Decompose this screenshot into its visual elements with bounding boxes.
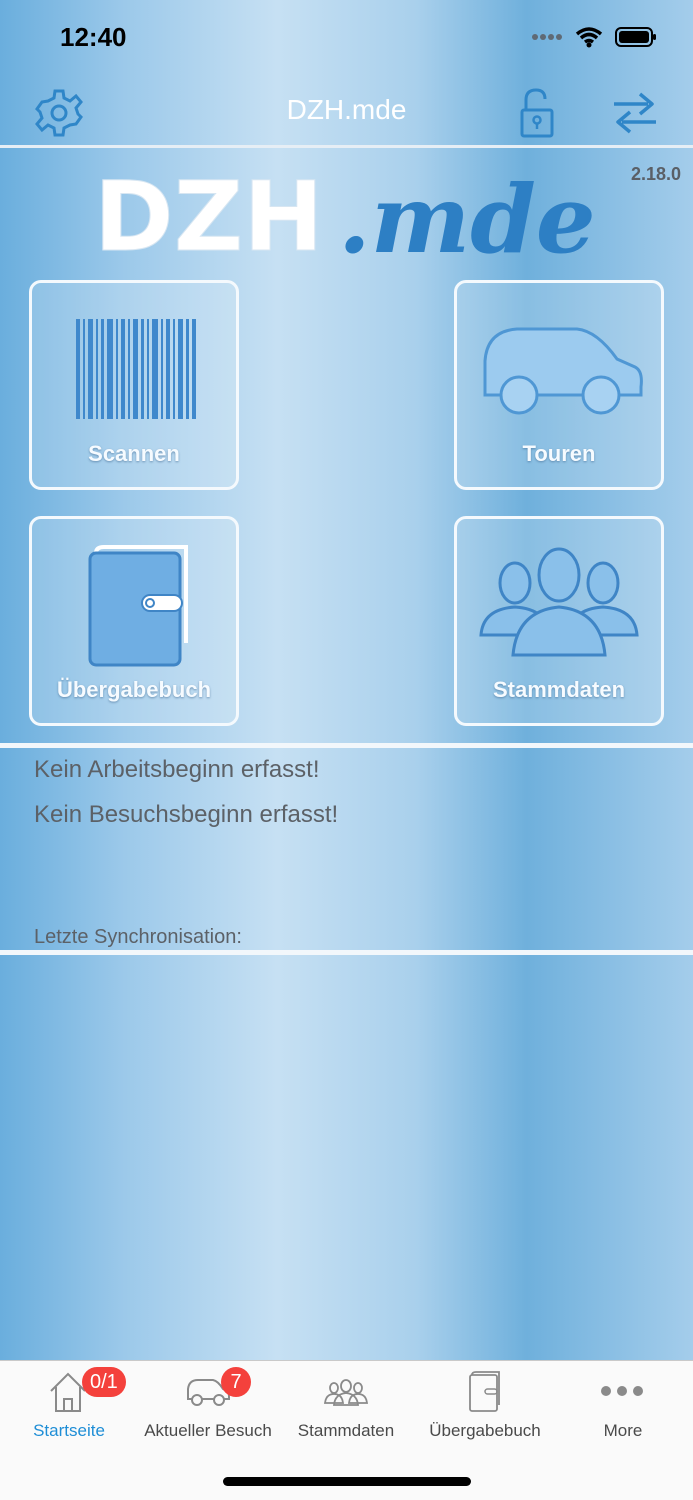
tab-uebergabebuch[interactable]	[416, 1361, 554, 1451]
tile-label: Stammdaten	[492, 677, 626, 702]
sync-button[interactable]	[608, 86, 662, 140]
tab-label: Übergabebuch	[429, 1421, 541, 1440]
tab-label: More	[603, 1421, 643, 1440]
book-icon	[86, 545, 190, 669]
swap-arrows-icon	[608, 86, 662, 140]
users-icon	[323, 1379, 369, 1407]
lock-button[interactable]	[512, 86, 566, 140]
tile-uebergabebuch[interactable]	[29, 516, 239, 726]
divider	[0, 950, 693, 955]
home-indicator	[223, 1477, 471, 1486]
nav-title: DZH.mde	[286, 94, 407, 125]
app-logo	[90, 152, 610, 268]
tile-stammdaten[interactable]	[454, 516, 664, 726]
battery-icon	[615, 26, 657, 48]
tab-aktueller-besuch[interactable]	[139, 1361, 277, 1451]
book-icon	[468, 1371, 502, 1413]
more-icon	[600, 1385, 644, 1397]
tab-label: Stammdaten	[297, 1421, 395, 1440]
status-time: 12:40	[60, 22, 127, 52]
status-icons	[531, 26, 657, 48]
unlock-icon	[512, 86, 566, 140]
badge: 0/1	[82, 1367, 126, 1397]
besuchsbeginn-message: Kein Besuchsbeginn erfasst!	[34, 801, 339, 828]
tile-scannen[interactable]	[29, 280, 239, 490]
wifi-icon	[575, 26, 603, 48]
nav-bar	[0, 80, 693, 146]
version-label: 2.18.0	[630, 164, 681, 184]
tile-label: Scannen	[88, 441, 180, 466]
status-bar	[0, 0, 693, 80]
arbeitsbeginn-message: Kein Arbeitsbeginn erfasst!	[34, 756, 320, 783]
tile-label: Touren	[522, 441, 596, 466]
signal-icon	[531, 33, 563, 41]
tab-stammdaten[interactable]	[277, 1361, 415, 1451]
tab-label: Aktueller Besuch	[144, 1421, 272, 1440]
tab-label: Startseite	[33, 1421, 105, 1440]
divider	[0, 145, 693, 148]
svg-text:DZH: DZH	[94, 161, 324, 268]
tile-touren[interactable]	[454, 280, 664, 490]
tab-more[interactable]	[554, 1361, 692, 1451]
last-sync-label: Letzte Synchronisation:	[34, 926, 242, 948]
badge: 7	[221, 1367, 251, 1397]
svg-text:.mde: .mde	[338, 165, 596, 268]
barcode-icon	[74, 319, 198, 423]
users-icon	[475, 545, 649, 665]
tile-label: Übergabebuch	[56, 677, 212, 702]
divider	[0, 743, 693, 748]
car-icon	[477, 321, 647, 421]
tab-startseite[interactable]	[0, 1361, 138, 1451]
